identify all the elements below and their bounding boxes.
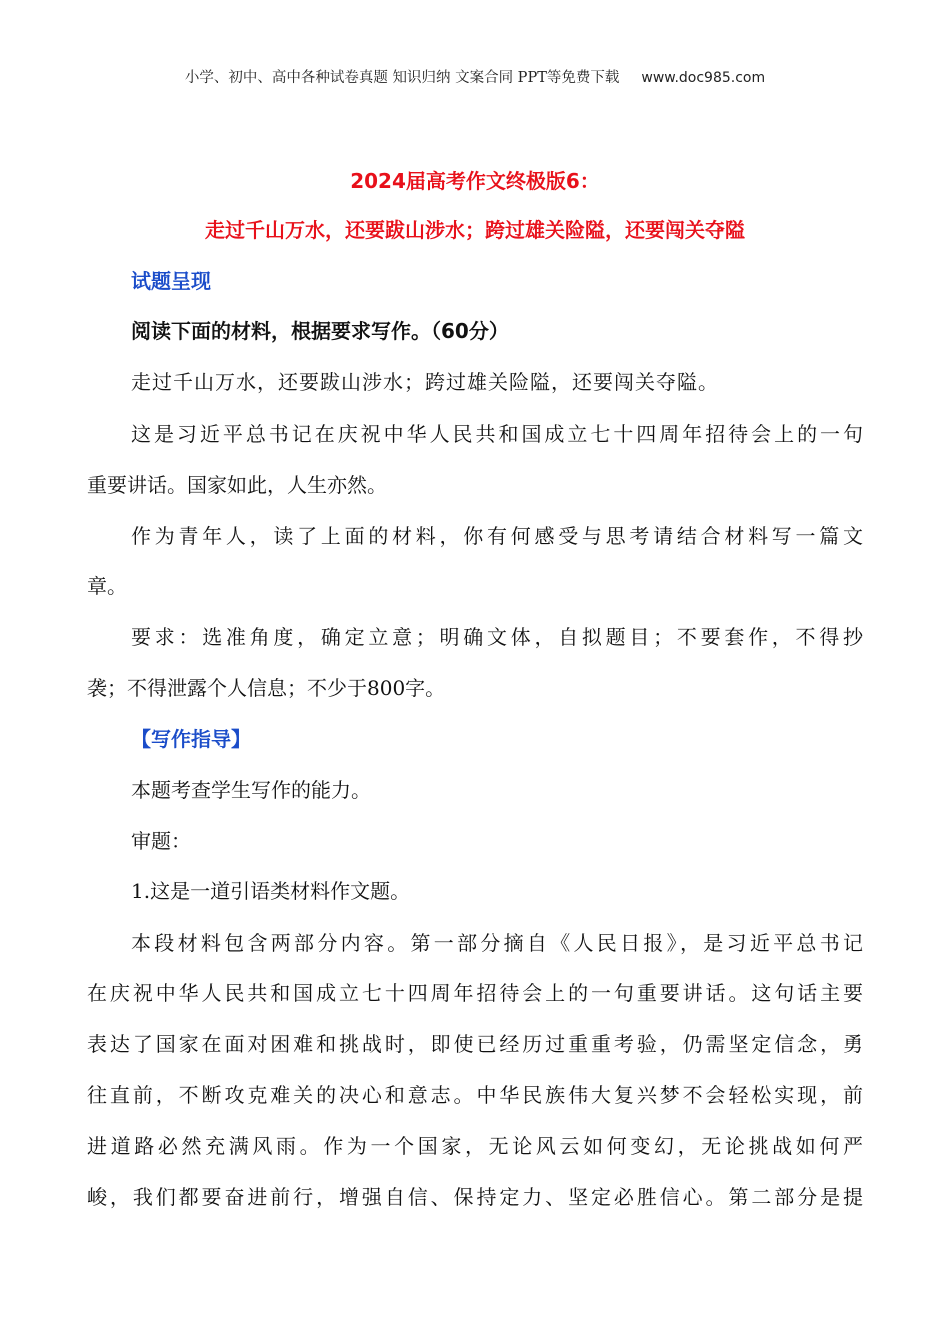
document-subtitle: 走过千山万水，还要跋山涉水；跨过雄关险隘，还要闯关夺隘 xyxy=(205,218,745,242)
instruction-text: 阅读下面的材料，根据要求写作。（60分） xyxy=(131,319,509,343)
paragraph-line: 作为青年人，读了上面的材料，你有何感受与思考请结合材料写一篇文 xyxy=(131,524,863,548)
header-url[interactable]: www.doc985.com xyxy=(641,70,766,86)
page-header xyxy=(0,66,950,90)
paragraph-line: 重要讲话。国家如此，人生亦然。 xyxy=(87,473,387,497)
paragraph-line: 往直前，不断攻克难关的决心和意志。中华民族伟大复兴梦不会轻松实现，前 xyxy=(87,1083,863,1107)
paragraph-line: 章。 xyxy=(87,574,127,598)
paragraph-line: 袭；不得泄露个人信息；不少于800字。 xyxy=(87,676,446,700)
document-title: 2024届高考作文终极版6： xyxy=(350,169,600,193)
header-text: 小学、初中、高中各种试卷真题 知识归纳 文案合同 PPT等免费下载 xyxy=(184,70,620,86)
paragraph-line: 本段材料包含两部分内容。第一部分摘自《人民日报》，是习近平总书记 xyxy=(131,931,863,955)
paragraph-line: 要求：选准角度，确定立意；明确文体，自拟题目；不要套作，不得抄 xyxy=(131,625,863,649)
paragraph-line: 进道路必然充满风雨。作为一个国家，无论风云如何变幻，无论挑战如何严 xyxy=(87,1134,863,1158)
paragraph-line: 本题考查学生写作的能力。 xyxy=(131,778,371,802)
section-heading-question: 试题呈现 xyxy=(131,269,211,293)
material-quote: 走过千山万水，还要跋山涉水；跨过雄关险隘，还要闯关夺隘。 xyxy=(131,370,719,394)
section-heading-guidance: 【写作指导】 xyxy=(131,727,251,751)
paragraph-line: 这是习近平总书记在庆祝中华人民共和国成立七十四周年招待会上的一句 xyxy=(131,422,863,446)
paragraph-line: 在庆祝中华人民共和国成立七十四周年招待会上的一句重要讲话。这句话主要 xyxy=(87,981,863,1005)
paragraph-line: 1.这是一道引语类材料作文题。 xyxy=(131,879,411,903)
paragraph-line: 审题： xyxy=(131,829,191,853)
paragraph-line: 峻，我们都要奋进前行，增强自信、保持定力、坚定必胜信心。第二部分是提 xyxy=(87,1185,863,1209)
paragraph-line: 表达了国家在面对困难和挑战时，即使已经历过重重考验，仍需坚定信念，勇 xyxy=(87,1032,863,1056)
